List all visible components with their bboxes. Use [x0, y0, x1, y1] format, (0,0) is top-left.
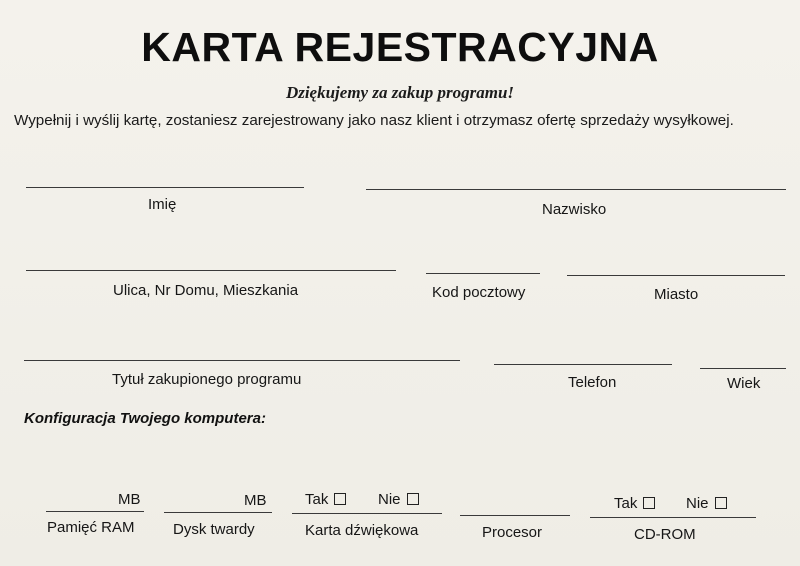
cdrom-yes-option[interactable] — [614, 495, 655, 512]
sound-label: Karta dźwiękowa — [305, 522, 419, 539]
disk-label: Dysk twardy — [173, 521, 255, 538]
cdrom-no-checkbox[interactable] — [715, 497, 727, 509]
imie-label: Imię — [148, 196, 177, 213]
cdrom-label: CD-ROM — [634, 526, 696, 543]
nazwisko-label: Nazwisko — [542, 201, 607, 218]
ram-field-line[interactable] — [46, 511, 144, 512]
sound-yes-label: Tak — [305, 491, 329, 508]
cdrom-field-line — [590, 517, 756, 518]
thank-you-subtitle: Dziękujemy za zakup programu! — [285, 83, 515, 102]
cpu-label: Procesor — [482, 524, 543, 541]
cdrom-no-option[interactable] — [686, 495, 727, 512]
intro-text: Wypełnij i wyślij kartę, zostaniesz zarejestrowany jako nasz klient i otrzymasz ofertę sprzedaży wysyłkowej. — [14, 112, 734, 129]
telefon-field-line[interactable] — [494, 364, 672, 365]
wiek-label: Wiek — [727, 375, 761, 392]
kod-field-line[interactable] — [426, 273, 540, 274]
sound-no-checkbox[interactable] — [407, 493, 419, 505]
sound-field-line — [292, 513, 442, 514]
kod-label: Kod pocztowy — [432, 284, 526, 301]
cdrom-no-label: Nie — [686, 495, 709, 512]
wiek-field-line[interactable] — [700, 368, 786, 369]
config-heading: Konfiguracja Twojego komputera: — [24, 410, 266, 427]
sound-yes-checkbox[interactable] — [334, 493, 346, 505]
imie-field-line[interactable] — [26, 187, 304, 188]
ram-unit: MB — [118, 491, 141, 508]
cdrom-yes-checkbox[interactable] — [643, 497, 655, 509]
telefon-label: Telefon — [568, 374, 617, 391]
nazwisko-field-line[interactable] — [366, 189, 786, 190]
sound-no-option[interactable] — [378, 491, 419, 508]
card-title: KARTA REJESTRACYJNA — [141, 24, 659, 70]
cpu-field-line[interactable] — [460, 515, 570, 516]
disk-unit: MB — [244, 492, 267, 509]
ulica-field-line[interactable] — [26, 270, 396, 271]
miasto-field-line[interactable] — [567, 275, 785, 276]
sound-no-label: Nie — [378, 491, 401, 508]
ulica-label: Ulica, Nr Domu, Mieszkania — [113, 282, 299, 299]
sound-yes-option[interactable] — [305, 491, 346, 508]
tytul-field-line[interactable] — [24, 360, 460, 361]
miasto-label: Miasto — [654, 286, 699, 303]
disk-field-line[interactable] — [164, 512, 272, 513]
ram-label: Pamięć RAM — [47, 519, 135, 536]
cdrom-yes-label: Tak — [614, 495, 638, 512]
tytul-label: Tytuł zakupionego programu — [112, 371, 302, 388]
